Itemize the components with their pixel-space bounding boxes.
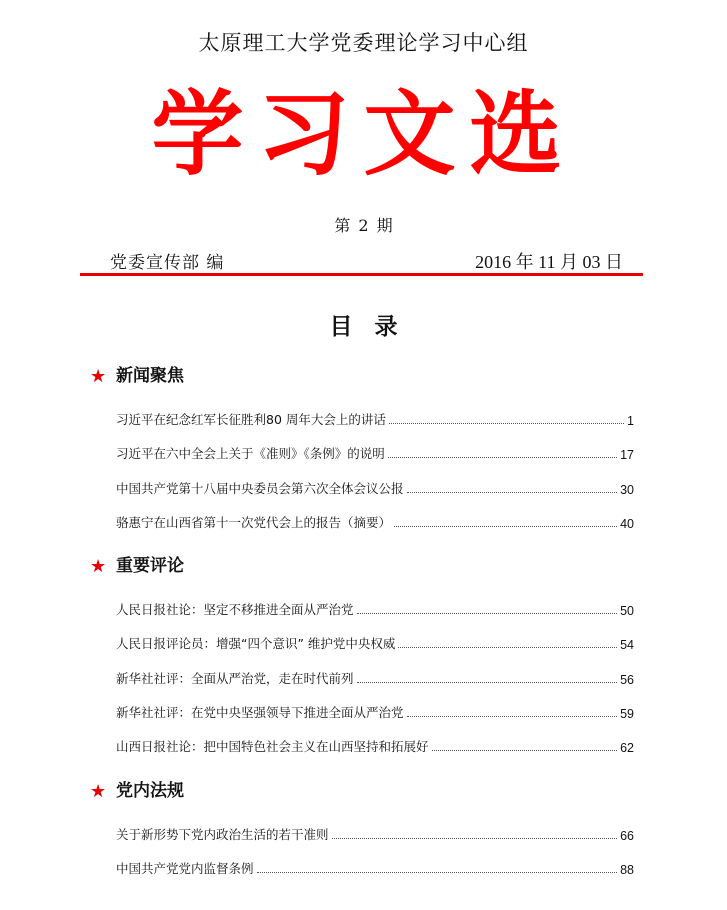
- entry-title: 习近平在纪念红军长征胜利80 周年大会上的讲话: [116, 412, 386, 427]
- toc-entry[interactable]: [116, 737, 634, 755]
- section-header: [90, 556, 650, 580]
- dot-leader: [394, 525, 617, 527]
- entry-title: 人民日报评论员：增强“四个意识” 维护党中央权威: [116, 636, 396, 651]
- entry-page: 1: [627, 414, 634, 428]
- entry-title: 骆惠宁在山西省第十一次党代会上的报告（摘要）: [116, 515, 392, 530]
- toc-entry[interactable]: [116, 513, 634, 531]
- entry-title: 中国共产党党内监督条例: [116, 861, 254, 876]
- dot-leader: [357, 612, 618, 614]
- toc-entry[interactable]: [116, 600, 634, 618]
- toc-section: [90, 781, 650, 877]
- toc-section: [90, 366, 650, 531]
- section-title: 新闻聚焦: [116, 366, 184, 386]
- section-title: 重要评论: [116, 556, 184, 576]
- star-icon: ★: [90, 556, 107, 577]
- issue-number: 第 2 期: [334, 216, 393, 235]
- entry-title: 习近平在六中全会上关于《准则》《条例》的说明: [116, 446, 385, 461]
- toc-entry[interactable]: [116, 859, 634, 877]
- dot-leader: [432, 749, 618, 751]
- entry-page: 59: [620, 707, 634, 721]
- dot-leader: [389, 422, 624, 424]
- entry-page: 30: [620, 483, 634, 497]
- entry-page: 88: [620, 863, 634, 877]
- entry-page: 40: [620, 517, 634, 531]
- publication-title: 学习文选: [151, 80, 576, 188]
- toc-entry[interactable]: [116, 825, 634, 843]
- entry-page: 56: [620, 673, 634, 687]
- entry-page: 62: [620, 741, 634, 755]
- header-divider: [80, 273, 643, 276]
- organization-name: 太原理工大学党委理论学习中心组: [198, 31, 529, 55]
- star-icon: ★: [90, 781, 107, 802]
- toc-entry[interactable]: [116, 703, 634, 721]
- dot-leader: [357, 681, 618, 683]
- entry-page: 54: [620, 638, 634, 652]
- entry-title: 山西日报社论：把中国特色社会主义在山西坚持和拓展好: [116, 739, 429, 754]
- entry-title: 人民日报社论：坚定不移推进全面从严治党: [116, 602, 354, 617]
- dot-leader: [398, 646, 617, 648]
- section-header: [90, 366, 650, 390]
- toc-heading: [0, 308, 727, 341]
- entry-page: 50: [620, 604, 634, 618]
- dot-leader: [407, 715, 618, 717]
- dot-leader: [332, 837, 618, 839]
- dot-leader: [407, 491, 618, 493]
- toc-entry[interactable]: [116, 444, 634, 462]
- entry-page: 17: [620, 448, 634, 462]
- toc-entry[interactable]: [116, 669, 634, 687]
- entry-page: 66: [620, 829, 634, 843]
- toc-entry[interactable]: [116, 410, 634, 428]
- entry-title: 中国共产党第十八届中央委员会第六次全体会议公报: [116, 481, 404, 496]
- star-icon: ★: [90, 366, 107, 387]
- entry-title: 关于新形势下党内政治生活的若干准则: [116, 827, 329, 842]
- toc-heading-char: 目: [329, 314, 353, 340]
- section-header: [90, 781, 650, 805]
- entry-title: 新华社社评：在党中央坚强领导下推进全面从严治党: [116, 705, 404, 720]
- editor-credit: 党委宣传部 编: [110, 253, 225, 273]
- toc-entry[interactable]: [116, 479, 634, 497]
- dot-leader: [257, 871, 618, 873]
- section-title: 党内法规: [116, 781, 184, 801]
- dot-leader: [388, 456, 617, 458]
- toc-section: [90, 556, 650, 755]
- publication-date: 2016 年 11 月 03 日: [475, 252, 623, 272]
- entry-title: 新华社社评：全面从严治党，走在时代前列: [116, 671, 354, 686]
- toc-heading-char: 录: [374, 314, 398, 340]
- toc-entry[interactable]: [116, 634, 634, 652]
